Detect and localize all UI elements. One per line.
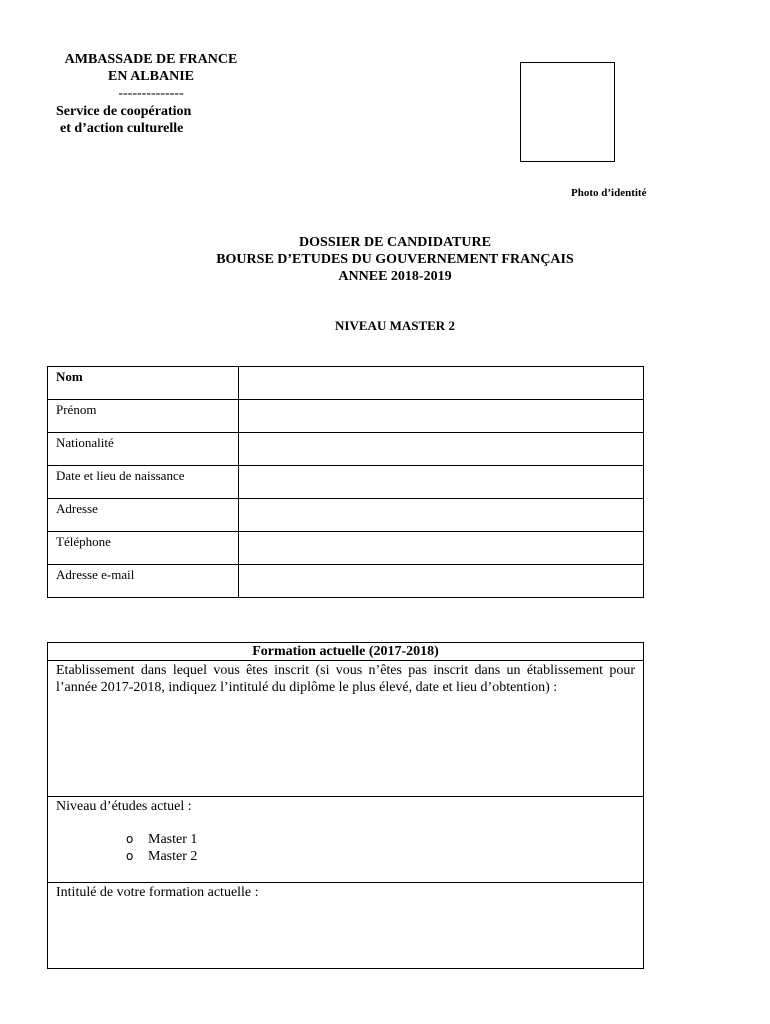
level-heading: NIVEAU MASTER 2 [335,318,455,333]
identity-label: Prénom [48,400,239,433]
option-bullet: o [126,832,134,846]
identity-table [47,366,644,598]
niveau-options [56,831,635,865]
photo-label: Photo d’identité [571,187,647,199]
identity-row [48,532,644,565]
org-name-line2: EN ALBANIE [108,69,194,84]
identity-value-field[interactable] [239,367,644,400]
service-name-line2: et d’action culturelle [60,121,184,136]
option-bullet: o [126,849,134,863]
title-line1: DOSSIER DE CANDIDATURE [299,235,491,250]
identity-label: Nom [48,367,239,400]
identity-label: Adresse [48,499,239,532]
identity-value-field[interactable] [239,499,644,532]
title-line3: ANNEE 2018-2019 [338,269,452,284]
formation-heading: Formation actuelle (2017-2018) [48,643,644,661]
etablissement-field[interactable] [48,661,644,797]
identity-value-field[interactable] [239,466,644,499]
org-name-line1: AMBASSADE DE FRANCE [64,52,238,67]
niveau-label: Niveau d’études actuel : [56,799,192,814]
identity-value-field[interactable] [239,565,644,598]
intitule-field[interactable] [48,883,644,969]
niveau-field [48,797,644,883]
identity-row [48,400,644,433]
identity-value-field[interactable] [239,532,644,565]
header-separator: -------------- [118,86,184,101]
document-title [0,234,770,285]
photo-box [520,62,615,162]
identity-row [48,466,644,499]
option-label: Master 1 [148,832,198,847]
identity-label: Téléphone [48,532,239,565]
etablissement-label: Etablissement dans lequel vous êtes inscrit (si vous n’êtes pas inscrit dans un établissement pour l’année 2017-2018, indiquez l’intitulé du diplôme le plus élevé, date et lieu d’obtention) : [56,663,635,695]
identity-label: Date et lieu de naissance [48,466,239,499]
intitule-label: Intitulé de votre formation actuelle : [56,885,259,900]
title-line2: BOURSE D’ETUDES DU GOUVERNEMENT FRANÇAIS [216,252,574,267]
identity-value-field[interactable] [239,433,644,466]
identity-label: Nationalité [48,433,239,466]
option-label: Master 2 [148,849,198,864]
identity-label: Adresse e-mail [48,565,239,598]
option-master-1[interactable] [126,831,635,848]
identity-row [48,367,644,400]
identity-row [48,433,644,466]
formation-table [47,642,644,969]
service-name-line1: Service de coopération [56,104,192,119]
identity-row [48,565,644,598]
identity-row [48,499,644,532]
organization-header [56,51,246,137]
option-master-2[interactable] [126,848,635,865]
identity-value-field[interactable] [239,400,644,433]
